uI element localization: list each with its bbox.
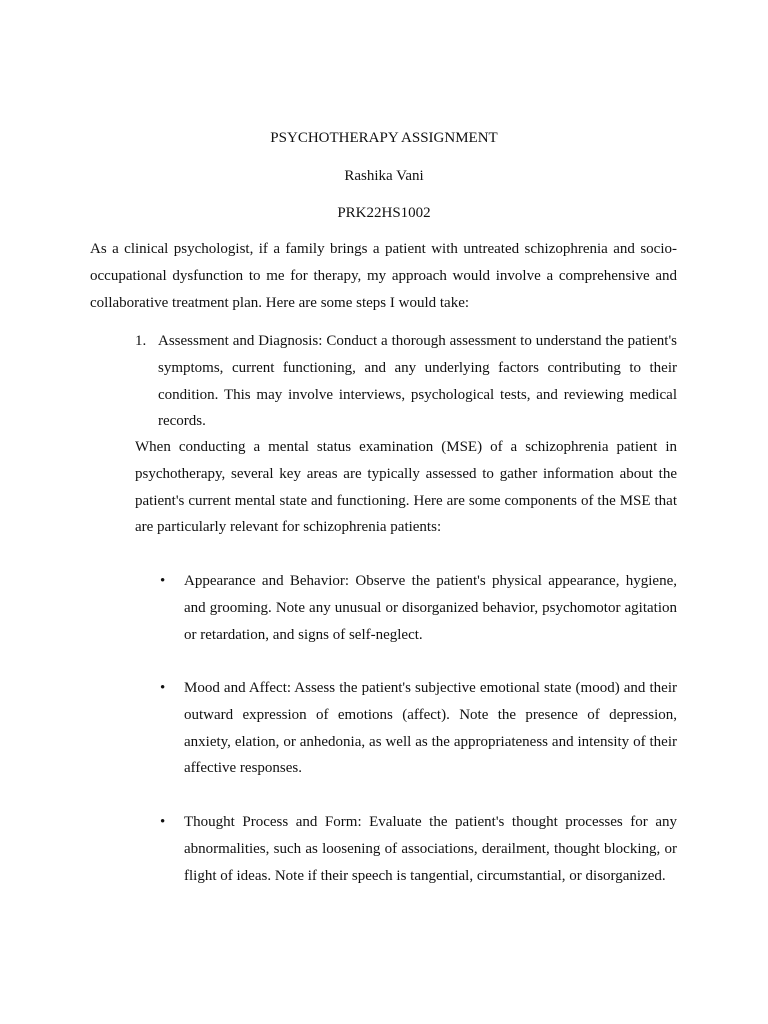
mse-paragraph: When conducting a mental status examination (MSE) of a schizophrenia patient in psychotherapy, several key areas are typically assessed to gather information about the patient's current mental state and functioning. Here are some components of the MSE that are particularly relevant for schizophrenia patients: [135, 439, 677, 536]
bullet-item: Appearance and Behavior: Observe the patient's physical appearance, hygiene, and grooming. Note any unusual or disorganized behavior, psychomotor agitation or retardation, and signs of self-neglect. [184, 573, 677, 643]
bullet-icon: • [160, 814, 166, 830]
list-number: 1. [135, 333, 147, 349]
document-title: PSYCHOTHERAPY ASSIGNMENT [270, 130, 498, 146]
bullet-icon: • [160, 573, 166, 589]
author-name: Rashika Vani [344, 168, 424, 184]
bullet-item: Mood and Affect: Assess the patient's subjective emotional state (mood) and their outward expression of emotions (affect). Note the presence of depression, anxiety, elation, or anhedonia, as well as the appropriateness and intensity of their affective responses. [184, 680, 677, 777]
numbered-item-text: Assessment and Diagnosis: Conduct a thorough assessment to understand the patient's symptoms, current functioning, and any underlying factors contributing to their condition. This may involve interviews, psychological tests, and reviewing medical records. [158, 333, 677, 430]
bullet-icon: • [160, 680, 166, 696]
student-id: PRK22HS1002 [337, 205, 431, 221]
bullet-item: Thought Process and Form: Evaluate the patient's thought processes for any abnormalities, such as loosening of associations, derailment, thought blocking, or flight of ideas. Note if their speech is tangential, circumstantial, or disorganized. [184, 814, 677, 884]
intro-paragraph: As a clinical psychologist, if a family brings a patient with untreated schizophrenia and socio-occupational dysfunction to me for therapy, my approach would involve a comprehensive and collaborative treatment plan. Here are some steps I would take: [90, 241, 677, 311]
